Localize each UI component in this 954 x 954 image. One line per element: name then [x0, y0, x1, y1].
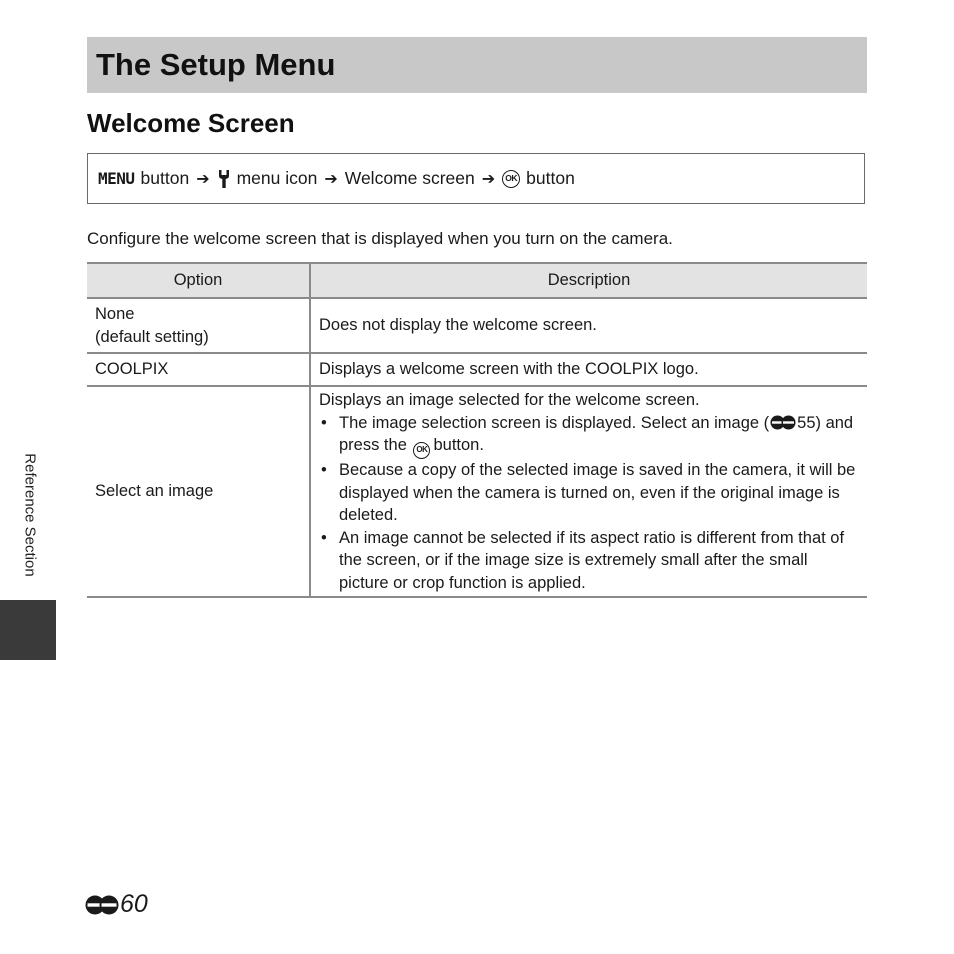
bullet-text: button. — [433, 436, 484, 454]
option-note: (default setting) — [95, 327, 209, 346]
page-number-value: 60 — [120, 890, 148, 918]
page-number — [85, 890, 148, 919]
option-cell: Select an image — [87, 386, 310, 597]
nav-button-word: button — [526, 168, 575, 188]
table-header-row — [87, 263, 867, 298]
list-item — [319, 412, 859, 460]
list-item: • An image cannot be selected if its aspect ratio is different from that of the screen, or if the image size is extremely small after the small picture or crop function is applied. — [319, 527, 859, 595]
table-row — [87, 298, 867, 353]
menu-navigation-path — [87, 153, 865, 204]
table-row — [87, 386, 867, 597]
nav-button-word: button — [140, 168, 190, 188]
arrow-right-icon: ➔ — [324, 170, 338, 188]
bullet-list — [319, 412, 859, 595]
page-reference: 55 — [797, 413, 816, 432]
intro-text: Configure the welcome screen that is displayed when you turn on the camera. — [87, 229, 673, 248]
list-item: • Because a copy of the selected image is saved in the camera, it will be displayed when the camera is turned on, even if the original image is deleted. — [319, 459, 859, 527]
header-description: Description — [310, 263, 867, 298]
bullet-text: ) and press the — [339, 413, 854, 454]
section-thumb-tab — [0, 600, 56, 660]
header-option: Option — [87, 263, 310, 298]
table-row — [87, 353, 867, 386]
section-title: Welcome Screen — [87, 108, 295, 138]
arrow-right-icon: ➔ — [481, 170, 496, 188]
arrow-right-icon: ➔ — [196, 170, 210, 188]
bullet-text: The image selection screen is displayed. Select an image ( — [339, 413, 770, 432]
wrench-icon — [217, 169, 231, 189]
options-table — [87, 262, 867, 598]
description-cell: Displays a welcome screen with the COOLPIX logo. — [310, 353, 867, 386]
ok-button-icon: OK — [413, 442, 430, 459]
nav-item-welcome-screen: Welcome screen — [344, 168, 475, 188]
chapter-header-bar — [87, 37, 867, 93]
description-lead: Displays an image selected for the welcome screen. — [319, 391, 700, 409]
chapter-title: The Setup Menu — [96, 47, 336, 82]
reference-section-icon — [770, 415, 796, 430]
option-cell: COOLPIX — [87, 353, 310, 386]
sidebar-section-label: Reference Section — [21, 453, 39, 577]
nav-menu-icon-label: menu icon — [236, 168, 318, 188]
description-cell — [310, 386, 867, 597]
option-name: None — [95, 305, 135, 323]
description-cell: Does not display the welcome screen. — [310, 298, 867, 353]
reference-section-icon — [85, 894, 119, 916]
option-cell — [87, 298, 310, 353]
menu-button-icon: MENU — [98, 169, 135, 188]
ok-button-icon: OK — [502, 170, 520, 188]
